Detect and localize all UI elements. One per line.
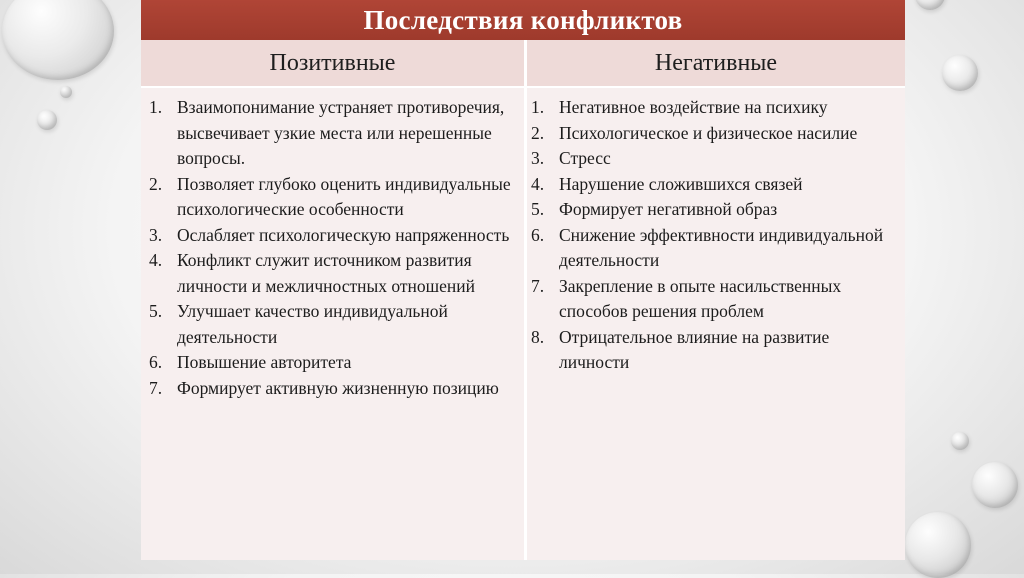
item-number: 5. xyxy=(531,199,545,219)
item-number: 6. xyxy=(531,224,545,245)
list-item xyxy=(531,274,903,325)
item-text: Улучшает качество индивидуальной деятельности xyxy=(177,301,448,347)
list-item xyxy=(149,223,519,249)
list-item xyxy=(531,146,903,172)
item-text: Психологическое и физическое насилие xyxy=(559,122,858,143)
list-item xyxy=(149,248,519,299)
item-text: Негативное воздействие на психику xyxy=(559,97,828,117)
positive-column xyxy=(141,88,524,560)
list-item xyxy=(531,172,903,198)
water-drop-decoration xyxy=(905,512,971,578)
item-text: Отрицательное влияние на развитие личности xyxy=(559,326,830,372)
item-text: Позволяет глубоко оценить индивидуальные психологические особенности xyxy=(177,173,511,219)
item-number: 7. xyxy=(149,377,163,398)
water-drop-decoration xyxy=(60,86,72,98)
item-text: Закрепление в опыте насильственных способов решения проблем xyxy=(559,275,842,321)
list-item xyxy=(149,376,519,402)
water-drop-decoration xyxy=(915,0,945,10)
item-text: Формирует активную жизненную позицию xyxy=(177,377,499,398)
water-drop-decoration xyxy=(972,462,1018,508)
item-number: 3. xyxy=(531,148,545,168)
list-item xyxy=(149,299,519,350)
item-number: 3. xyxy=(149,224,163,245)
item-text: Нарушение сложившихся связей xyxy=(559,173,803,194)
item-text: Ослабляет психологическую напряженность xyxy=(177,224,510,245)
list-item xyxy=(149,172,519,223)
item-number: 5. xyxy=(149,301,163,321)
water-drop-decoration xyxy=(2,0,114,80)
list-item xyxy=(531,325,903,376)
item-text: Формирует негативной образ xyxy=(559,199,778,219)
item-number: 1. xyxy=(531,97,545,117)
item-text: Конфликт служит источником развития личности и межличностных отношений xyxy=(177,250,476,296)
water-drop-decoration xyxy=(942,55,978,91)
item-number: 7. xyxy=(531,275,545,296)
item-number: 4. xyxy=(531,173,545,194)
item-text: Снижение эффективности индивидуальной деятельности xyxy=(559,224,884,270)
list-item xyxy=(531,95,903,121)
water-drop-decoration xyxy=(37,110,57,130)
list-item xyxy=(531,197,903,223)
item-text: Стресс xyxy=(559,148,611,168)
item-number: 8. xyxy=(531,326,545,347)
negative-list xyxy=(531,95,903,376)
conflict-consequences-table xyxy=(141,0,905,560)
item-text: Повышение авторитета xyxy=(177,352,352,372)
item-number: 2. xyxy=(149,173,163,194)
negative-column-header: Негативные xyxy=(527,40,905,88)
item-text: Взаимопонимание устраняет противоречия, высвечивает узкие места или нерешенные вопросы. xyxy=(177,97,505,168)
item-number: 1. xyxy=(149,97,163,117)
list-item xyxy=(531,121,903,147)
list-item xyxy=(149,350,519,376)
item-number: 4. xyxy=(149,250,163,270)
item-number: 2. xyxy=(531,122,545,143)
positive-list xyxy=(149,95,519,401)
negative-column xyxy=(527,88,905,560)
positive-column-header: Позитивные xyxy=(141,40,524,88)
list-item xyxy=(531,223,903,274)
list-item xyxy=(149,95,519,172)
slide-title: Последствия конфликтов xyxy=(141,0,905,40)
item-number: 6. xyxy=(149,352,163,372)
water-drop-decoration xyxy=(951,432,969,450)
